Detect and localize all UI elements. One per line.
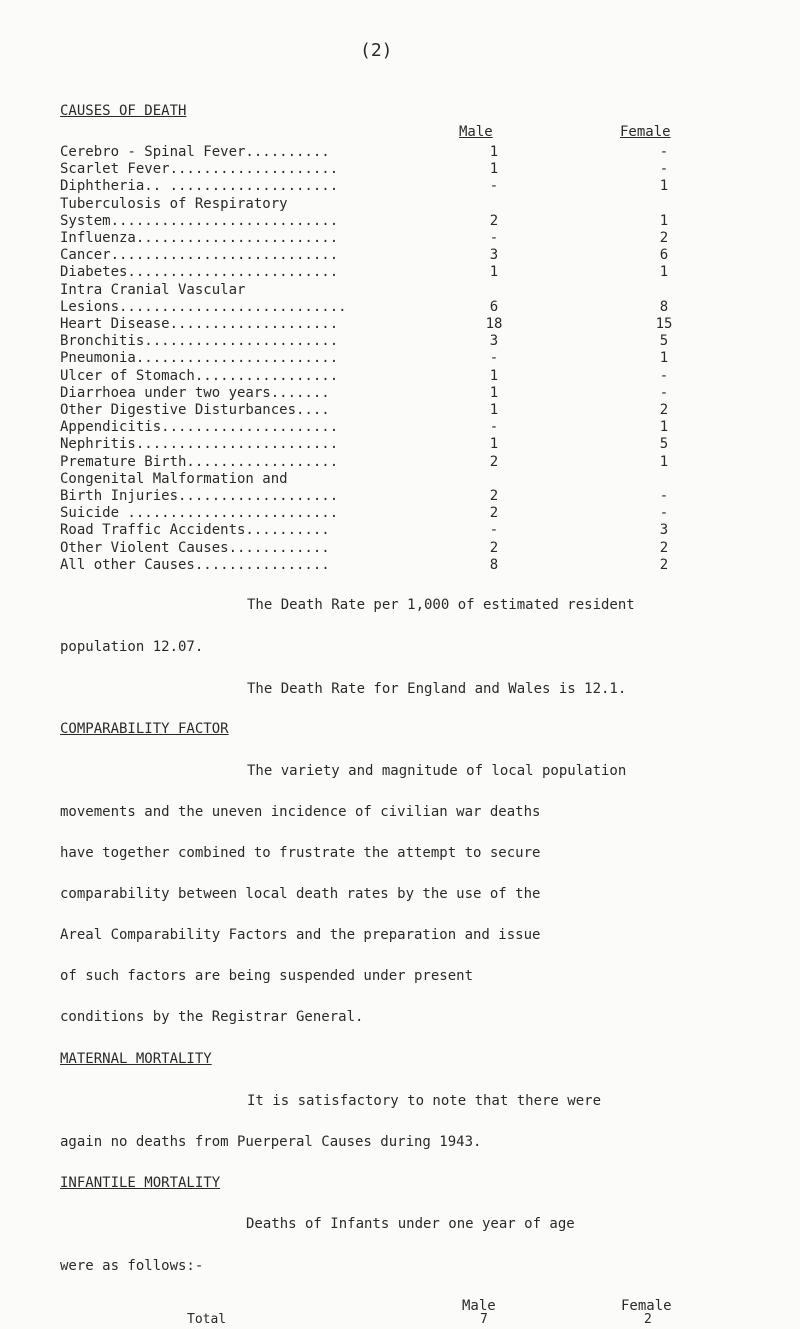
cause-male-count: 8: [489, 556, 499, 573]
cause-label: Birth Injuries...................: [60, 488, 339, 505]
cause-female-count: -: [659, 161, 669, 178]
column-gap: [514, 213, 644, 230]
cause-male-count: 3: [489, 333, 499, 350]
column-gap: [514, 436, 644, 453]
cause-label: Scarlet Fever....................: [60, 161, 339, 178]
cause-male-count: 18: [485, 316, 503, 333]
cause-label: Ulcer of Stomach.................: [60, 367, 339, 384]
cause-label: Appendicitis.....................: [60, 419, 339, 436]
cause-label: Premature Birth..................: [60, 453, 339, 470]
infantile-line-2: were as follows:-: [60, 1258, 204, 1274]
cause-female-count: 2: [659, 402, 669, 419]
causes-table: [60, 144, 684, 574]
cause-label: Diphtheria.. ....................: [60, 178, 339, 195]
cause-male-count: 1: [489, 436, 499, 453]
cause-female-count: 15: [655, 316, 673, 333]
cause-female-count: [644, 282, 684, 299]
cause-row: [60, 557, 684, 574]
comparability-line-1: The variety and magnitude of local population: [247, 763, 627, 779]
cause-male-count: 1: [489, 264, 499, 281]
cause-row: [60, 264, 684, 281]
maternal-heading: MATERNAL MORTALITY: [60, 1051, 212, 1067]
column-gap: [514, 471, 644, 488]
cause-row: [60, 436, 684, 453]
cause-row: [60, 419, 684, 436]
column-gap: [514, 282, 644, 299]
cause-row: [60, 282, 684, 299]
cause-row: [60, 471, 684, 488]
column-gap: [514, 350, 644, 367]
comparability-line-5: Areal Comparability Factors and the preparation and issue: [60, 927, 541, 943]
cause-male-count: 2: [489, 505, 499, 522]
cause-label: All other Causes................: [60, 556, 330, 573]
column-gap: [514, 299, 644, 316]
cause-row: [60, 213, 684, 230]
death-rate-line-2: population 12.07.: [60, 639, 204, 655]
causes-heading: CAUSES OF DEATH: [60, 103, 187, 119]
death-rate-line-1: The Death Rate per 1,000 of estimated resident: [247, 597, 635, 613]
cause-male-count: -: [489, 230, 499, 247]
column-gap: [514, 144, 644, 161]
cause-label: Road Traffic Accidents..........: [60, 522, 330, 539]
cause-male-count: 1: [489, 144, 499, 160]
cause-male-count: 1: [489, 161, 499, 178]
column-gap: [514, 540, 644, 557]
column-gap: [514, 316, 644, 333]
cause-female-count: -: [659, 144, 669, 160]
cause-male-count: -: [489, 350, 499, 367]
cause-row: [60, 333, 684, 350]
cause-male-count: -: [489, 178, 499, 195]
cause-row: [60, 196, 684, 213]
column-gap: [514, 196, 644, 213]
cause-label: Congenital Malformation and: [60, 470, 288, 487]
column-gap: [514, 505, 644, 522]
infant-female-header: Female: [621, 1298, 672, 1314]
cause-male-count: [474, 196, 514, 213]
cause-female-count: 3: [659, 522, 669, 539]
infantile-heading: INFANTILE MORTALITY: [60, 1175, 221, 1191]
cause-female-count: 8: [659, 298, 669, 315]
infant-label-total: Total: [187, 1312, 227, 1327]
column-gap: [514, 161, 644, 178]
cause-row: [60, 350, 684, 367]
cause-label: Diabetes.........................: [60, 264, 339, 281]
comparability-line-3: have together combined to frustrate the attempt to secure: [60, 845, 541, 861]
cause-row: [60, 299, 684, 316]
cause-male-count: 1: [489, 367, 499, 384]
maternal-line-1: It is satisfactory to note that there were: [247, 1093, 602, 1109]
column-gap: [514, 264, 644, 281]
cause-row: [60, 522, 684, 539]
cause-label: Diarrhoea under two years.......: [60, 384, 330, 401]
cause-male-count: 6: [489, 298, 499, 315]
cause-female-count: 5: [659, 333, 669, 350]
cause-row: [60, 368, 684, 385]
column-gap: [514, 402, 644, 419]
cause-female-count: 1: [659, 453, 669, 470]
cause-male-count: 2: [489, 488, 499, 505]
cause-female-count: 1: [659, 419, 669, 436]
cause-female-count: 6: [659, 247, 669, 264]
cause-label: Other Digestive Disturbances....: [60, 402, 330, 419]
cause-female-count: 2: [659, 556, 669, 573]
comparability-line-7: conditions by the Registrar General.: [60, 1009, 364, 1025]
page-number: (2): [360, 40, 393, 61]
cause-row: [60, 247, 684, 264]
cause-row: [60, 178, 684, 195]
cause-label: Cerebro - Spinal Fever..........: [60, 144, 330, 160]
cause-row: [60, 454, 684, 471]
cause-male-count: -: [489, 419, 499, 436]
cause-row: [60, 385, 684, 402]
cause-row: [60, 505, 684, 522]
infantile-line-1: Deaths of Infants under one year of age: [246, 1216, 575, 1232]
column-gap: [514, 522, 644, 539]
cause-row: [60, 488, 684, 505]
cause-label: Suicide .........................: [60, 505, 339, 522]
cause-female-count: -: [659, 488, 669, 505]
column-gap: [514, 488, 644, 505]
column-gap: [514, 385, 644, 402]
cause-male-count: 1: [489, 402, 499, 419]
male-column-header: Male: [459, 124, 493, 140]
infant-total-female: 2: [644, 1312, 652, 1327]
cause-label: Bronchitis.......................: [60, 333, 339, 350]
cause-female-count: 2: [659, 539, 669, 556]
cause-male-count: 2: [489, 539, 499, 556]
infant-total-male: 7: [480, 1312, 488, 1327]
cause-male-count: 3: [489, 247, 499, 264]
cause-label: Pneumonia........................: [60, 350, 339, 367]
infant-row-total: [187, 1313, 226, 1326]
cause-row: [60, 316, 684, 333]
cause-label: Lesions...........................: [60, 298, 347, 315]
column-gap: [514, 454, 644, 471]
cause-label: Influenza........................: [60, 230, 339, 247]
female-column-header: Female: [620, 124, 671, 140]
cause-male-count: [474, 471, 514, 488]
cause-row: [60, 230, 684, 247]
column-gap: [514, 557, 644, 574]
cause-female-count: [644, 196, 684, 213]
comparability-heading: COMPARABILITY FACTOR: [60, 721, 229, 737]
cause-male-count: 1: [489, 384, 499, 401]
column-gap: [514, 230, 644, 247]
cause-label: Tuberculosis of Respiratory: [60, 195, 288, 212]
cause-row: [60, 161, 684, 178]
cause-female-count: -: [659, 384, 669, 401]
cause-label: Other Violent Causes............: [60, 539, 330, 556]
cause-label: Nephritis........................: [60, 436, 339, 453]
infant-male-header: Male: [462, 1298, 496, 1314]
comparability-line-6: of such factors are being suspended under present: [60, 968, 474, 984]
cause-male-count: 2: [489, 453, 499, 470]
maternal-line-2: again no deaths from Puerperal Causes during 1943.: [60, 1134, 482, 1150]
cause-female-count: 5: [659, 436, 669, 453]
cause-male-count: [474, 282, 514, 299]
cause-label: Heart Disease....................: [60, 316, 339, 333]
comparability-line-2: movements and the uneven incidence of civilian war deaths: [60, 804, 541, 820]
cause-female-count: 1: [659, 264, 669, 281]
column-gap: [514, 368, 644, 385]
cause-female-count: 1: [659, 212, 669, 229]
cause-female-count: 1: [659, 350, 669, 367]
cause-row: [60, 540, 684, 557]
cause-female-count: 1: [659, 178, 669, 195]
column-gap: [514, 419, 644, 436]
cause-male-count: 2: [489, 212, 499, 229]
cause-male-count: -: [489, 522, 499, 539]
cause-label: Cancer...........................: [60, 247, 339, 264]
cause-row: [60, 402, 684, 419]
column-gap: [514, 178, 644, 195]
cause-label: Intra Cranial Vascular: [60, 281, 246, 298]
cause-label: System...........................: [60, 212, 339, 229]
cause-female-count: -: [659, 367, 669, 384]
comparability-line-4: comparability between local death rates by the use of the: [60, 886, 541, 902]
cause-female-count: -: [659, 505, 669, 522]
column-gap: [514, 333, 644, 350]
cause-female-count: 2: [659, 230, 669, 247]
column-gap: [514, 247, 644, 264]
cause-female-count: [644, 471, 684, 488]
cause-row: [60, 144, 684, 161]
death-rate-line-3: The Death Rate for England and Wales is 12.1.: [247, 681, 627, 697]
